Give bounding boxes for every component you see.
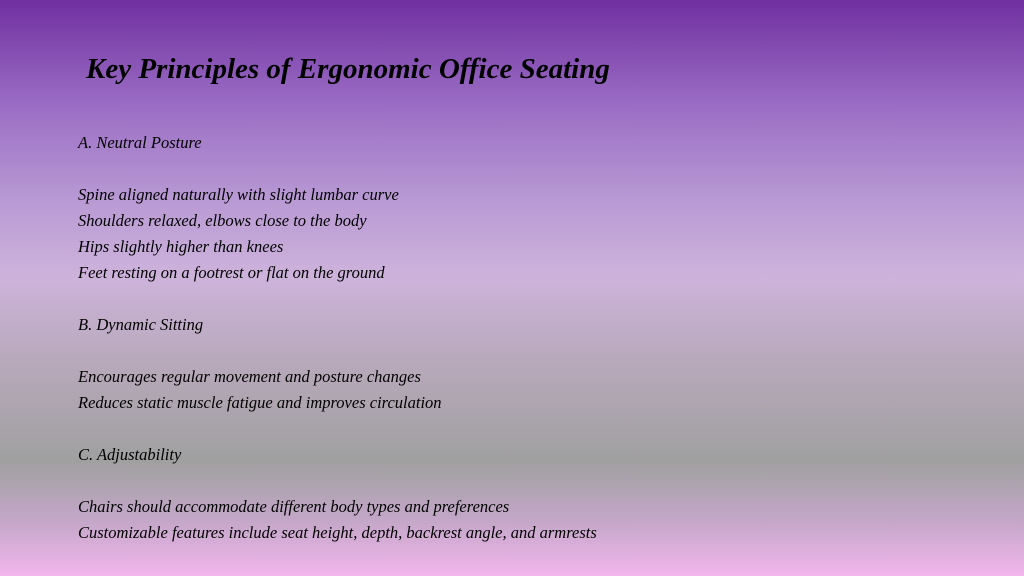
list-item: Customizable features include seat height, depth, backrest angle, and armrests [78, 523, 597, 542]
spacer [78, 286, 597, 312]
list-item: Reduces static muscle fatigue and improves circulation [78, 393, 442, 412]
list-item: Hips slightly higher than knees [78, 237, 284, 256]
list-item: Encourages regular movement and posture changes [78, 367, 421, 386]
section-heading-neutral-posture: A. Neutral Posture [78, 133, 202, 152]
list-item: Chairs should accommodate different body types and preferences [78, 497, 510, 516]
spacer [78, 468, 597, 494]
slide-body [78, 130, 597, 546]
list-item: Shoulders relaxed, elbows close to the body [78, 211, 367, 230]
list-item: Feet resting on a footrest or flat on the ground [78, 263, 385, 282]
list-item: Spine aligned naturally with slight lumbar curve [78, 185, 399, 204]
section-heading-adjustability: C. Adjustability [78, 445, 182, 464]
spacer [78, 338, 597, 364]
slide-title: Key Principles of Ergonomic Office Seating [86, 53, 610, 85]
spacer [78, 416, 597, 442]
section-heading-dynamic-sitting: B. Dynamic Sitting [78, 315, 204, 334]
spacer [78, 156, 597, 182]
